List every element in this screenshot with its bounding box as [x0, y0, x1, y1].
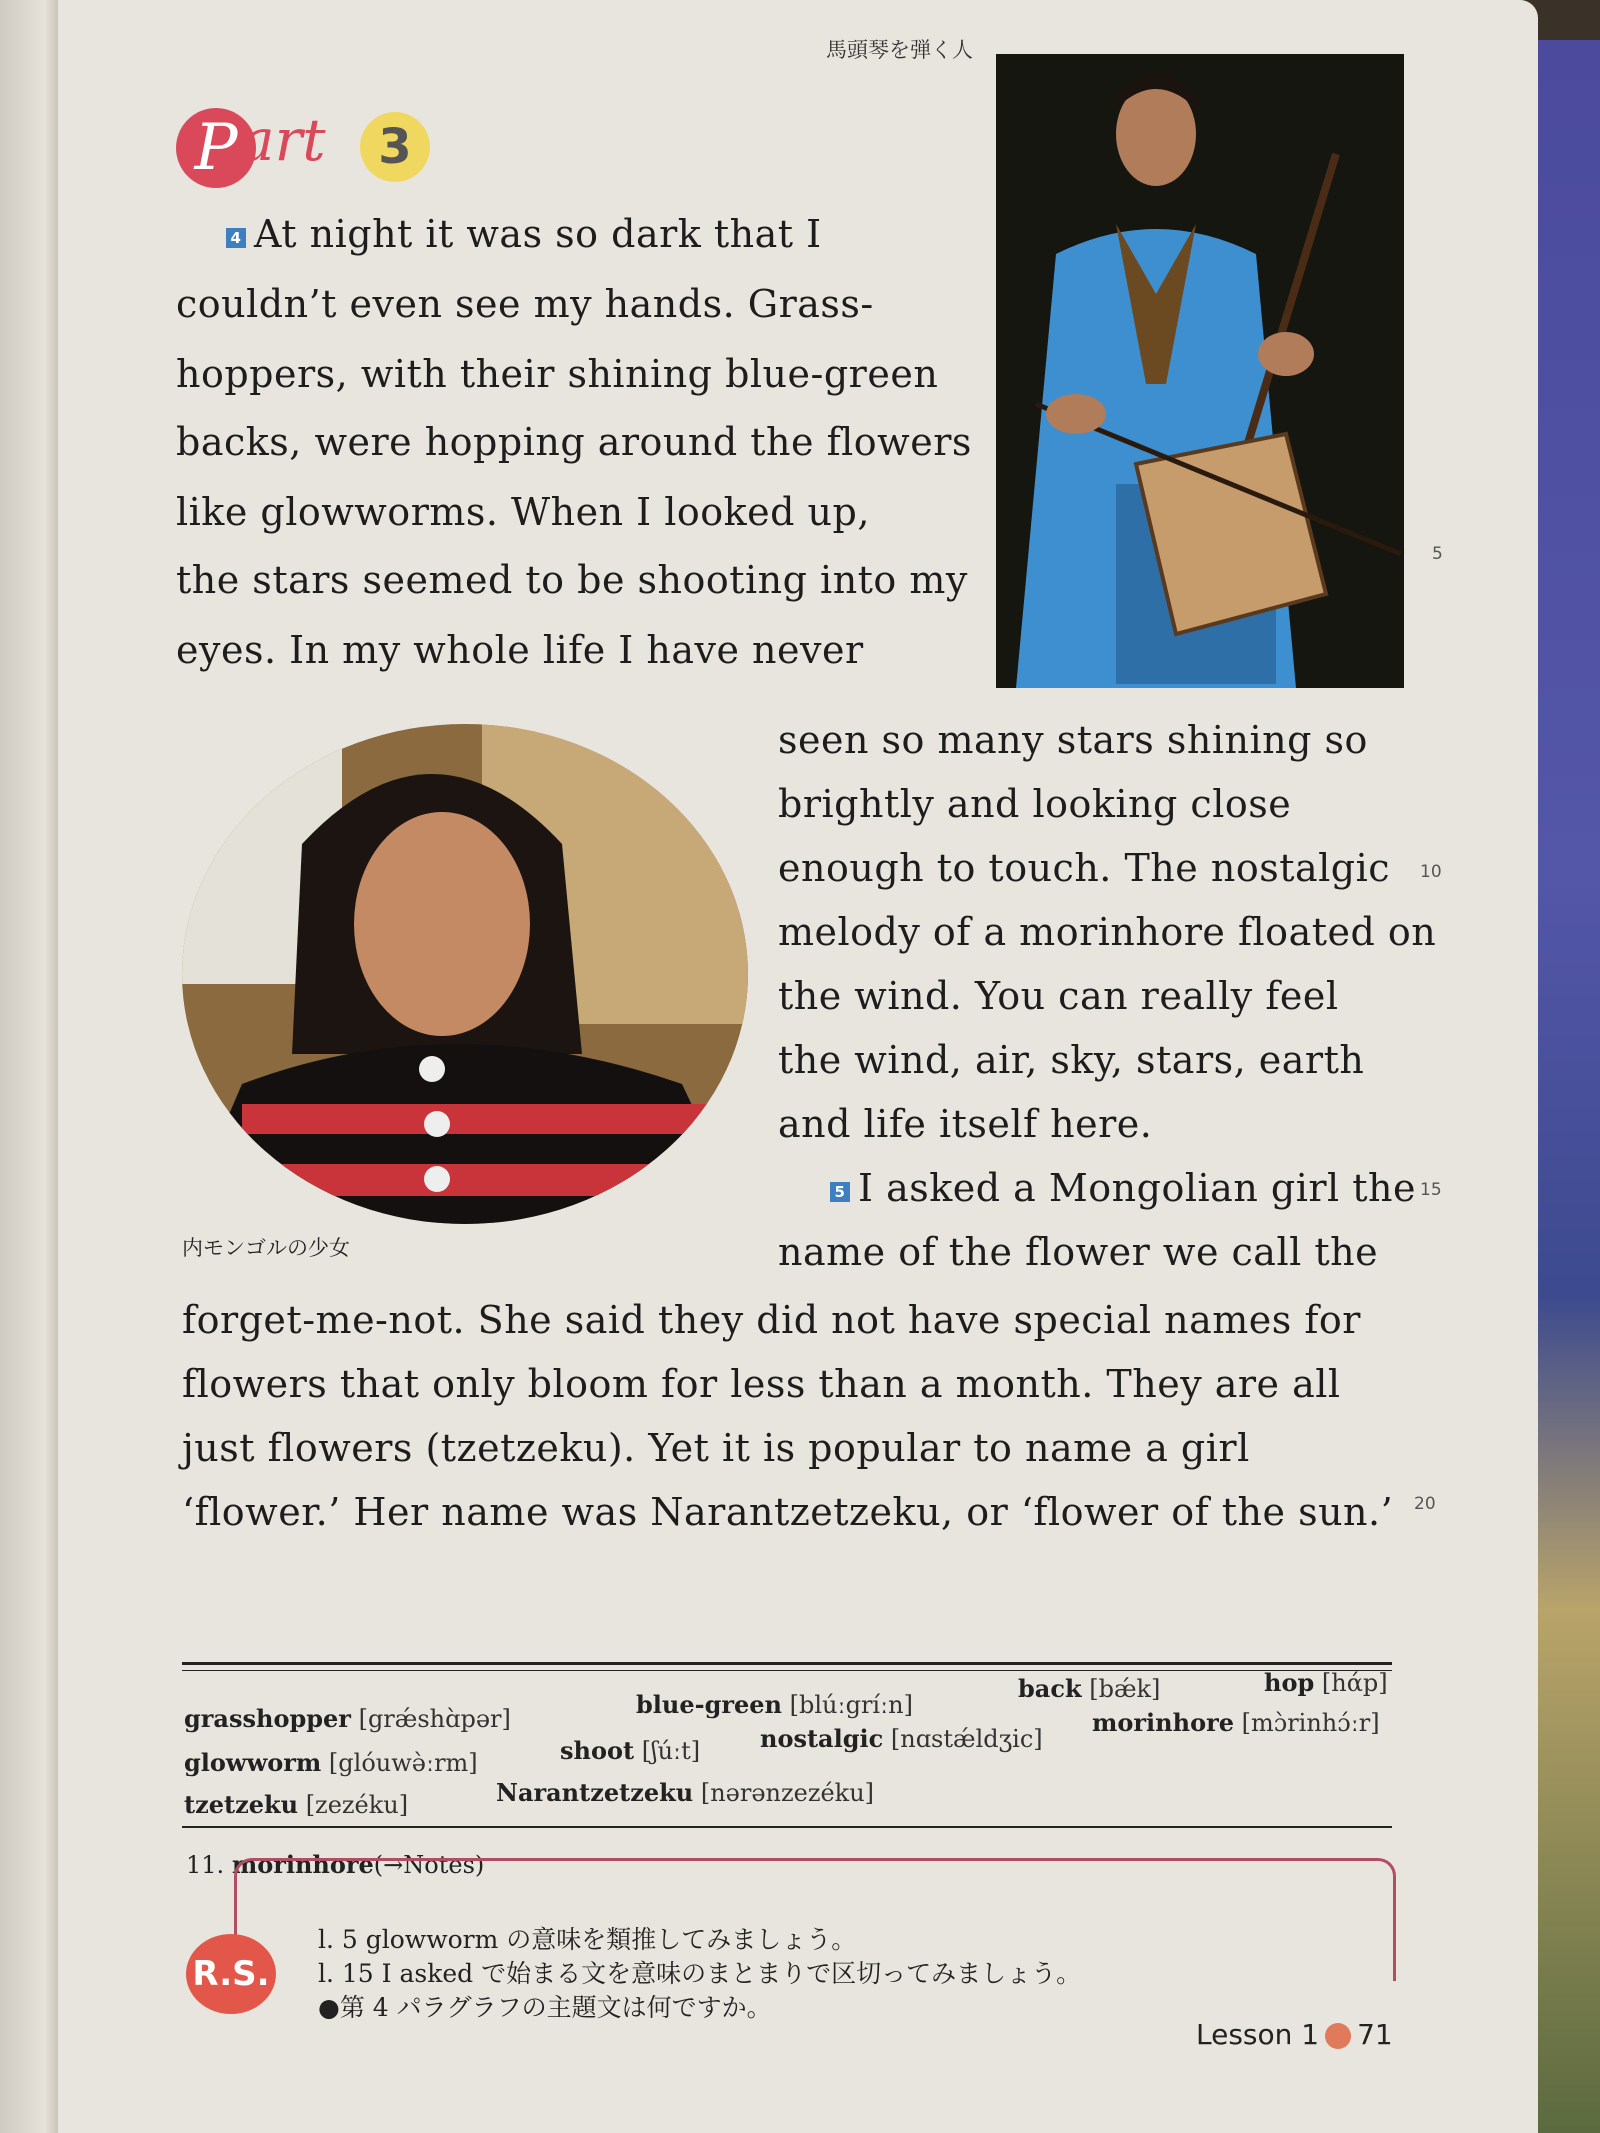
- part-p-circle: P: [176, 108, 256, 188]
- paragraph-4-line: backs, were hopping around the flowers: [176, 420, 972, 464]
- lesson-label: Lesson 1: [1196, 2018, 1320, 2051]
- vocab-entry: Narantzetzeku [nərənzezéku]: [496, 1778, 875, 1807]
- rs-question: l. 15 I asked で始まる文を意味のまとまりで区切ってみましょう。: [318, 1959, 1082, 1988]
- rs-badge: R.S.: [186, 1934, 276, 2014]
- paragraph-4-line: 4 At night it was so dark that I: [226, 212, 822, 256]
- rs-question: l. 5 glowworm の意味を類推してみましょう。: [318, 1925, 857, 1954]
- part-number: 3: [360, 112, 430, 182]
- paragraph-4-line: and life itself here.: [778, 1102, 1153, 1146]
- vocab-top-rule: [182, 1662, 1392, 1665]
- line-number: 10: [1420, 862, 1442, 882]
- vocab-top-rule-thin: [182, 1670, 1392, 1671]
- paragraph-4-marker: 4: [226, 228, 246, 248]
- adjacent-page-strip: [1538, 40, 1600, 2133]
- paragraph-5-line: just flowers (tzetzeku). Yet it is popular to name a girl: [182, 1426, 1250, 1470]
- vocab-entry: grasshopper [grǽshɑ̀pər]: [184, 1704, 511, 1733]
- paragraph-5-line: forget-me-not. She said they did not have special names for: [182, 1298, 1361, 1342]
- paragraph-4-line: eyes. In my whole life I have never: [176, 628, 864, 672]
- vocab-entry: tzetzeku [zezéku]: [184, 1790, 409, 1819]
- vocab-entry: back [bǽk]: [1018, 1674, 1161, 1703]
- page-footer: [1196, 2018, 1393, 2051]
- paragraph-4-line: the wind. You can really feel: [778, 974, 1339, 1018]
- paragraph-5-line: flowers that only bloom for less than a month. They are all: [182, 1362, 1341, 1406]
- part-heading: [176, 104, 446, 194]
- vocab-bottom-rule: [182, 1826, 1392, 1828]
- vocab-entry: hop [hάp]: [1264, 1668, 1388, 1697]
- paragraph-4-line: melody of a morinhore floated on: [778, 910, 1437, 954]
- paragraph-4-line: the stars seemed to be shooting into my: [176, 558, 968, 602]
- paragraph-5-marker: 5: [830, 1182, 850, 1202]
- paragraph-4-line: couldn’t even see my hands. Grass-: [176, 282, 874, 326]
- paragraph-4-line: like glowworms. When I looked up,: [176, 490, 870, 534]
- paragraph-4-line: seen so many stars shining so: [778, 718, 1368, 762]
- note-line: 11. morinhore(→Notes): [186, 1850, 485, 1879]
- vocab-entry: morinhore [mɔ̀rinhɔ́ːr]: [1092, 1708, 1380, 1737]
- morinhore-player-photo: [996, 54, 1404, 688]
- vocab-entry: glowworm [glóuwə̀ːrm]: [184, 1748, 478, 1777]
- vocab-entry: nostalgic [nɑstǽldʒic]: [760, 1724, 1043, 1753]
- line-number: 5: [1432, 544, 1443, 564]
- part-word: art: [240, 106, 326, 174]
- vocab-entry: blue-green [blúːgríːn]: [636, 1690, 914, 1719]
- paragraph-4-line: the wind, air, sky, stars, earth: [778, 1038, 1365, 1082]
- left-page-edge: [0, 0, 64, 2133]
- footer-dot: [1325, 2023, 1351, 2049]
- mongolian-girl-photo: [182, 724, 748, 1224]
- page-number: 71: [1357, 2018, 1393, 2051]
- rs-question: ●第 4 パラグラフの主題文は何ですか。: [318, 1993, 772, 2022]
- line-number: 20: [1414, 1494, 1436, 1514]
- paragraph-5-line: 5 I asked a Mongolian girl the: [830, 1166, 1416, 1210]
- running-head: 馬頭琴を弾く人: [826, 38, 973, 62]
- photo-caption: 内モンゴルの少女: [182, 1236, 350, 1260]
- paragraph-4-line: enough to touch. The nostalgic: [778, 846, 1391, 890]
- line-number: 15: [1420, 1180, 1442, 1200]
- paragraph-4-line: hoppers, with their shining blue-green: [176, 352, 939, 396]
- paragraph-5-line: ‘flower.’ Her name was Narantzetzeku, or ‘flower of the sun.’: [182, 1490, 1394, 1534]
- paragraph-4-line: brightly and looking close: [778, 782, 1292, 826]
- vocab-entry: shoot [ʃúːt]: [560, 1736, 701, 1765]
- paragraph-5-line: name of the flower we call the: [778, 1230, 1379, 1274]
